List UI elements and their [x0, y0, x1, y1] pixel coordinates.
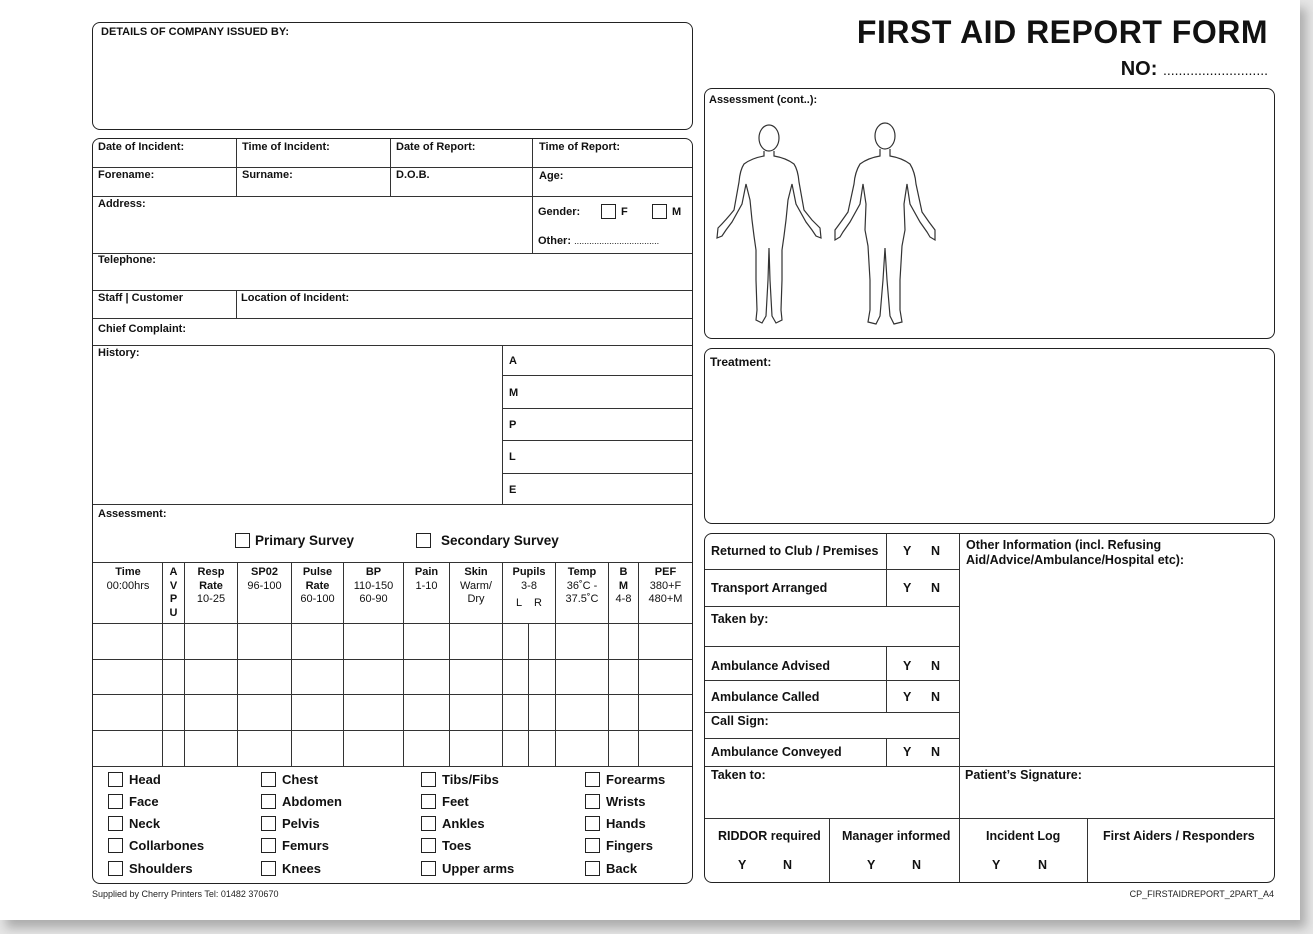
abdomen-label: Abdomen [282, 794, 342, 809]
amb-conveyed-n[interactable]: N [931, 745, 941, 759]
face-checkbox[interactable] [108, 794, 123, 809]
ample-e-label: E [509, 484, 517, 496]
amb-called-n[interactable]: N [931, 690, 941, 704]
ample-p-label: P [509, 419, 517, 431]
manager-informed-label: Manager informed [842, 829, 951, 843]
surname-label: Surname: [242, 169, 293, 181]
transport-n[interactable]: N [931, 581, 941, 595]
address-label: Address: [98, 198, 146, 210]
returned-label: Returned to Club / Premises [711, 544, 879, 558]
secondary-survey-label: Secondary Survey [441, 533, 559, 548]
neck-checkbox[interactable] [108, 816, 123, 831]
amb-called-y[interactable]: Y [903, 690, 912, 704]
history-label: History: [98, 347, 140, 359]
company-box[interactable] [92, 22, 693, 130]
amb-called-label: Ambulance Called [711, 690, 820, 704]
treatment-box[interactable] [704, 348, 1275, 524]
head-checkbox[interactable] [108, 772, 123, 787]
returned-y[interactable]: Y [903, 544, 912, 558]
incident-log-y[interactable]: Y [992, 858, 1001, 872]
transport-y[interactable]: Y [903, 581, 912, 595]
amb-conveyed-label: Ambulance Conveyed [711, 745, 842, 759]
ample-l-label: L [509, 451, 516, 463]
body-diagram-front-icon [712, 120, 830, 332]
collarbones-checkbox[interactable] [108, 838, 123, 853]
forearms-checkbox[interactable] [585, 772, 600, 787]
assessment-cont-label: Assessment (cont..): [709, 94, 818, 106]
fingers-checkbox[interactable] [585, 838, 600, 853]
taken-to-label: Taken to: [711, 768, 766, 782]
femurs-checkbox[interactable] [261, 838, 276, 853]
treatment-label: Treatment: [710, 355, 772, 369]
amb-conveyed-y[interactable]: Y [903, 745, 912, 759]
date-of-report-label: Date of Report: [396, 141, 476, 153]
time-of-report-label: Time of Report: [539, 141, 621, 153]
hands-checkbox[interactable] [585, 816, 600, 831]
first-aiders-label: First Aiders / Responders [1103, 829, 1255, 843]
gender-m-label: M [672, 206, 682, 218]
amb-advised-n[interactable]: N [931, 659, 941, 673]
date-of-incident-label: Date of Incident: [98, 141, 185, 153]
ample-m-label: M [509, 387, 519, 399]
feet-checkbox[interactable] [421, 794, 436, 809]
gender-f-label: F [621, 206, 628, 218]
footer-supplier: Supplied by Cherry Printers Tel: 01482 370670 [92, 889, 279, 899]
pelvis-label: Pelvis [282, 816, 320, 831]
col-resp-rate: Resp Rate 10-25 [196, 566, 226, 605]
back-checkbox[interactable] [585, 861, 600, 876]
wrists-label: Wrists [606, 794, 646, 809]
upper-arms-label: Upper arms [442, 861, 515, 876]
riddor-n[interactable]: N [783, 858, 793, 872]
transport-label: Transport Arranged [711, 581, 828, 595]
tibs-fibs-checkbox[interactable] [421, 772, 436, 787]
wrists-checkbox[interactable] [585, 794, 600, 809]
other-info-label: Other Information (incl. Refusing Aid/Advice/Ambulance/Hospital etc): [966, 538, 1185, 567]
col-avpu: A V P U [169, 566, 178, 619]
hands-label: Hands [606, 816, 646, 831]
col-time: Time 00:00hrs [106, 566, 150, 592]
feet-label: Feet [442, 794, 469, 809]
ample-a-label: A [509, 355, 517, 367]
amb-advised-label: Ambulance Advised [711, 659, 831, 673]
gender-label: Gender: [538, 206, 581, 218]
col-bp: BP 110-150 60-90 [353, 566, 394, 605]
amb-advised-y[interactable]: Y [903, 659, 912, 673]
manager-y[interactable]: Y [867, 858, 876, 872]
time-of-incident-label: Time of Incident: [242, 141, 330, 153]
knees-checkbox[interactable] [261, 861, 276, 876]
taken-by-label: Taken by: [711, 612, 769, 626]
incident-log-label: Incident Log [986, 829, 1061, 843]
femurs-label: Femurs [282, 838, 329, 853]
patient-signature-label: Patient’s Signature: [965, 768, 1082, 782]
forename-label: Forename: [98, 169, 155, 181]
footer-code: CP_FIRSTAIDREPORT_2PART_A4 [1129, 889, 1274, 899]
tibs-fibs-label: Tibs/Fibs [442, 772, 499, 787]
col-skin: Skin Warm/ Dry [460, 566, 492, 605]
ankles-label: Ankles [442, 816, 485, 831]
head-label: Head [129, 772, 161, 787]
gender-m-checkbox[interactable] [652, 204, 667, 219]
telephone-label: Telephone: [98, 254, 156, 266]
staff-customer-label: Staff | Customer [98, 292, 183, 304]
form-number-dots: ........................... [1162, 62, 1268, 78]
chest-checkbox[interactable] [261, 772, 276, 787]
abdomen-checkbox[interactable] [261, 794, 276, 809]
patient-details-box [92, 138, 693, 884]
form-number-label: NO: [1120, 58, 1158, 80]
col-pupils: Pupils 3-8 L R [512, 566, 546, 609]
age-label: Age: [539, 170, 564, 182]
pelvis-checkbox[interactable] [261, 816, 276, 831]
dob-label: D.O.B. [396, 169, 430, 181]
gender-other-label [538, 235, 659, 247]
col-pef: PEF 380+F 480+M [648, 566, 683, 605]
chest-label: Chest [282, 772, 319, 787]
back-label: Back [606, 861, 638, 876]
shoulders-checkbox[interactable] [108, 861, 123, 876]
col-pulse-rate: Pulse Rate 60-100 [300, 566, 335, 605]
riddor-y[interactable]: Y [738, 858, 747, 872]
col-bm: B M 4-8 [615, 566, 632, 605]
incident-log-n[interactable]: N [1038, 858, 1048, 872]
col-temp: Temp 36˚C - 37.5˚C [565, 566, 599, 605]
toes-checkbox[interactable] [421, 838, 436, 853]
form-title: FIRST AID REPORT FORM [856, 14, 1268, 50]
col-pain: Pain 1-10 [414, 566, 439, 592]
chief-complaint-label: Chief Complaint: [98, 323, 186, 335]
fingers-label: Fingers [606, 838, 653, 853]
secondary-survey-checkbox[interactable] [416, 533, 431, 548]
collarbones-label: Collarbones [129, 838, 205, 853]
shoulders-label: Shoulders [129, 861, 193, 876]
assessment-label: Assessment: [98, 508, 167, 520]
neck-label: Neck [129, 816, 161, 831]
manager-n[interactable]: N [912, 858, 922, 872]
forearms-label: Forearms [606, 772, 666, 787]
gender-f-checkbox[interactable] [601, 204, 616, 219]
location-label: Location of Incident: [241, 292, 350, 304]
toes-label: Toes [442, 838, 472, 853]
form-number [1121, 58, 1268, 81]
riddor-label: RIDDOR required [718, 829, 821, 843]
gender-other-dots: .................................. [574, 236, 660, 246]
knees-label: Knees [282, 861, 322, 876]
primary-survey-label: Primary Survey [255, 533, 355, 548]
company-label: DETAILS OF COMPANY ISSUED BY: [101, 26, 290, 38]
gender-other-text: Other: [538, 235, 571, 247]
face-label: Face [129, 794, 159, 809]
ankles-checkbox[interactable] [421, 816, 436, 831]
col-sp02: SP02 96-100 [247, 566, 282, 592]
returned-n[interactable]: N [931, 544, 941, 558]
primary-survey-checkbox[interactable] [235, 533, 250, 548]
upper-arms-checkbox[interactable] [421, 861, 436, 876]
call-sign-label: Call Sign: [711, 714, 769, 728]
body-diagram-back-icon [830, 120, 942, 332]
